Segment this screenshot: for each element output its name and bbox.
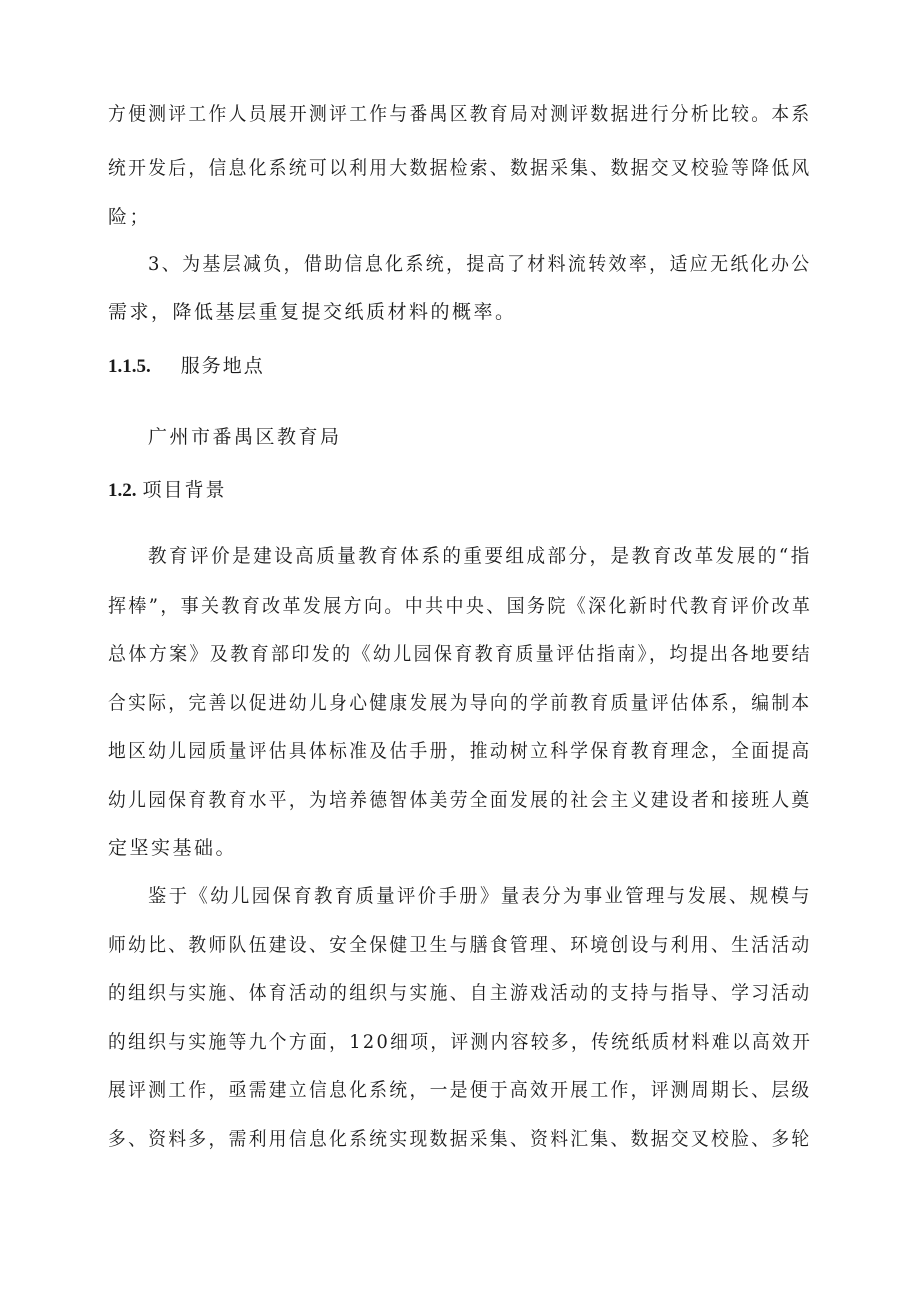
section-title: 服务地点 <box>180 355 265 377</box>
text-line: 3、为基层减负，借助信息化系统，提高了材料流转效率，适应无纸化办公 <box>148 253 812 275</box>
text-line: 幼儿园保育教育水平，为培养德智体美劳全面发展的社会主义建设者和接班人奠 <box>108 789 812 811</box>
text-line: 鉴于《幼儿园保育教育质量评价手册》量表分为事业管理与发展、规模与 <box>148 885 813 907</box>
section-number: 1.1.5. <box>108 356 151 377</box>
text-line: 教育评价是建设高质量教育体系的重要组成部分，是教育改革发展的“指 <box>148 545 812 567</box>
text-line: 的组织与实施、体育活动的组织与实施、自主游戏活动的支持与指导、学习活动 <box>108 982 812 1004</box>
text-line: 多、资料多，需利用信息化系统实现数据采集、资料汇集、数据交叉校脸、多轮 <box>108 1128 812 1150</box>
text-line: 合实际，完善以促进幼儿身心健康发展为导向的学前教育质量评估体系，编制本 <box>108 692 812 714</box>
text-line: 总体方案》及教育部印发的《幼儿园保育教育质量评估指南》，均提出各地要结 <box>108 643 813 665</box>
location-text: 广州市番禺区教育局 <box>148 426 342 448</box>
text-line: 地区幼儿园质量评估具体标准及估手册，推动树立科学保育教育理念，全面提高 <box>108 740 812 762</box>
text-line: 展评测工作，亟需建立信息化系统，一是便于高效开展工作，评测周期长、层级 <box>108 1079 812 1101</box>
section-heading-1-1-5 <box>108 352 265 381</box>
text-line: 统开发后，信息化系统可以利用大数据检索、数据采集、数据交叉校验等降低风 <box>108 157 812 179</box>
text-line: 方便测评工作人员展开测评工作与番禺区教育局对测评数据进行分析比较。本系 <box>108 103 812 125</box>
text-line: 定坚实基础。 <box>108 837 238 859</box>
section-number: 1.2. <box>108 480 137 501</box>
text-line: 挥棒”，事关教育改革发展方向。中共中央、国务院《深化新时代教育评价改革 <box>108 595 813 617</box>
text-line: 险； <box>108 206 152 228</box>
text-line: 师幼比、教师队伍建设、安全保健卫生与膳食管理、环境创设与利用、生活活动 <box>108 934 812 956</box>
text-line: 的组织与实施等九个方面，120细项，评测内容较多，传统纸质材料难以高效开 <box>108 1031 813 1053</box>
section-title: 项目背景 <box>142 479 227 501</box>
section-heading-1-2 <box>108 476 227 505</box>
text-line: 需求，降低基层重复提交纸质材料的概率。 <box>108 301 517 323</box>
